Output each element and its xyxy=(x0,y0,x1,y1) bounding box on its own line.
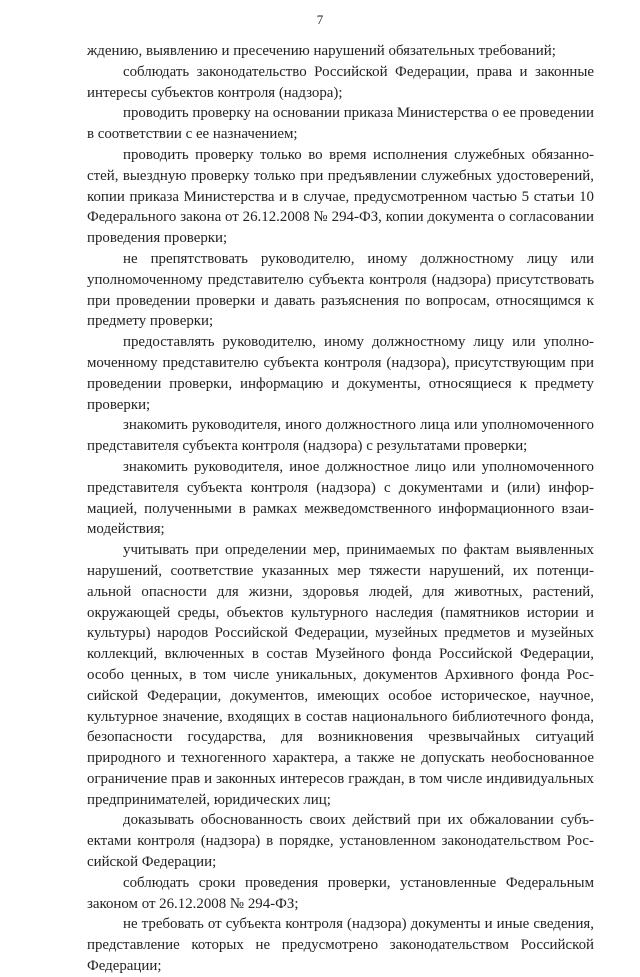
paragraph: соблюдать сроки проведения проверки, установленные Федеральным законом от 26.12.2008 № 294-ФЗ; xyxy=(87,874,594,912)
paragraph: предоставлять руководителю, иному должностному лицу или уполномоченному представителю субъекта контроля (надзора), присутствующим при проведении проверки, информацию и документы, относящиеся к предмету проверки; xyxy=(87,334,594,413)
paragraph: соблюдать законодательство Российской Федерации, права и законные интересы субъектов контроля (надзора); xyxy=(87,63,594,101)
paragraph: учитывать при определении мер, принимаемых по фактам выявленных нарушений, соответствие указанных мер тяжести нарушений, их потенциальной опасности для жизни, здоровья людей, для животных, растений, окружающей среды, объектов культурного наследия (памятников истории и культуры) народов Российской Федерации, музейных предметов и музейных коллекций, включенных в состав Музейного фонда Российской Федерации, особо ценных, в том числе уникальных, документов Архивного фонда Российской Федерации, документов, имеющих особое историческое, научное, культурное значение, входящих в состав национального библиотечного фонда, безопасности государства, для возникновения чрезвычайных ситуаций природного и техногенного характера, а также не допускать необоснованное ограничение прав и законных интересов граждан, в том числе индивидуальных предпринимателей, юридических лиц; xyxy=(87,542,594,808)
paragraph: проводить проверку только во время исполнения служебных обязанностей, выездную проверку только при предъявлении служебных удостоверений, копии приказа Министерства и в случае, предусмотренном частью 5 статьи 10 Федерального закона от 26.12.2008 № 294-ФЗ, копии документа о согласовании проведения проверки; xyxy=(87,146,594,247)
document-body xyxy=(87,41,594,977)
paragraph: не требовать от субъекта контроля (надзора) документы и иные сведения, представление которых не предусмотрено законодательством Российской Федерации; xyxy=(87,916,594,975)
paragraph: не препятствовать руководителю, иному должностному лицу или уполномоченному представителю субъекта контроля (надзора) присутствовать при проведении проверки и давать разъяснения по вопросам, относящимся к предмету проверки; xyxy=(87,250,594,330)
paragraph-continuation: ждению, выявлению и пресечению нарушений обязательных требований; xyxy=(87,43,556,59)
paragraph: знакомить руководителя, иное должностное лицо или уполномоченного представителя субъекта контроля (надзора) с документами и (или) информацией, полученными в рамках межведомственного информационного взаимодействия; xyxy=(87,458,594,538)
paragraph: проводить проверку на основании приказа Министерства о ее проведении в соответствии с ее назначением; xyxy=(87,105,594,143)
page-number: 7 xyxy=(316,12,324,27)
paragraph: доказывать обоснованность своих действий при их обжаловании субъектами контроля (надзора) в порядке, установленном законодательством Российской Федерации; xyxy=(87,812,594,871)
paragraph: знакомить руководителя, иного должностного лица или уполномоченного представителя субъекта контроля (надзора) с результатами проверки; xyxy=(87,417,594,455)
